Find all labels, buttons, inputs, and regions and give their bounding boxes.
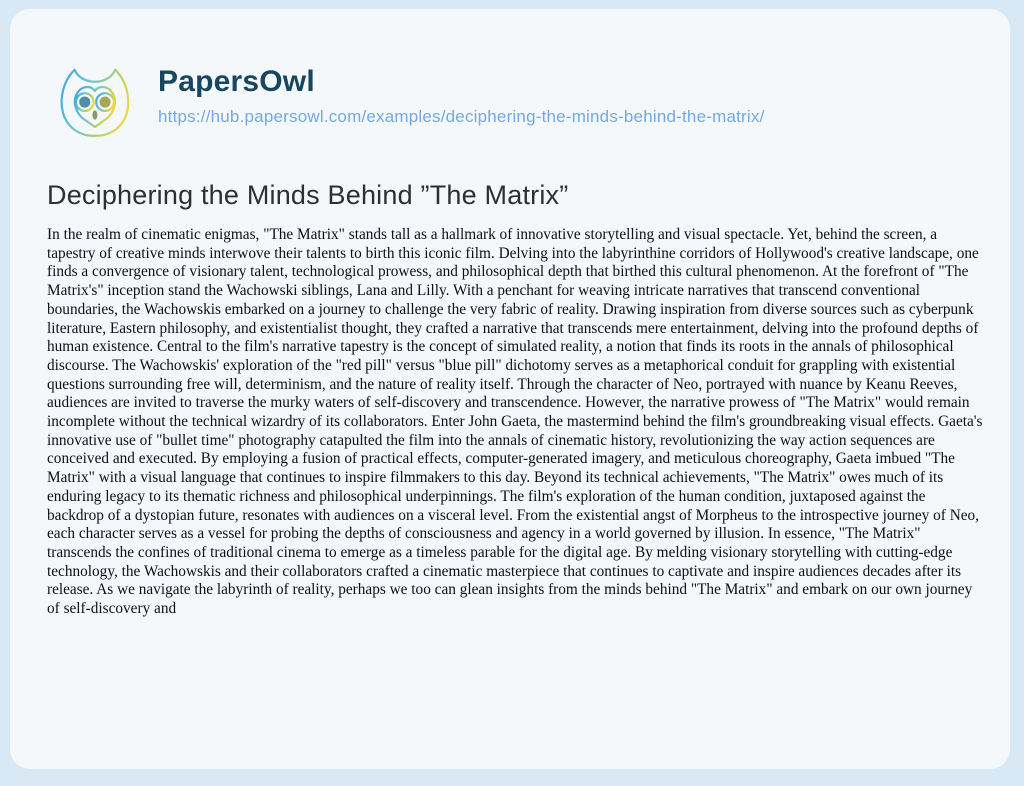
article-title: Deciphering the Minds Behind ”The Matrix” xyxy=(47,180,569,210)
owl-icon xyxy=(46,55,142,151)
content-card xyxy=(10,9,1010,769)
header-text-block xyxy=(158,55,765,127)
article-body: In the realm of cinematic enigmas, "The Matrix" stands tall as a hallmark of innovative storytelling and visual spectacle. Yet, behind the screen, a tapestry of creative minds interwove their talents to birth this iconic film. Delving into the labyrinthine corridors of Hollywood's creative landscape, one finds a convergence of visionary talent, technological prowess, and philosophical depth that birthed this cultural phenomenon. At the forefront of "The Matrix's" inception stand the Wachowski siblings, Lana and Lilly. With a penchant for weaving intricate narratives that transcend conventional boundaries, the Wachowskis embarked on a journey to challenge the very fabric of reality. Drawing inspiration from diverse sources such as cyberpunk literature, Eastern philosophy, and existentialist thought, they crafted a narrative that transcends mere entertainment, delving into the profound depths of human existence. Central to the film's narrative tapestry is the concept of simulated reality, a notion that finds its roots in the annals of philosophical discourse. The Wachowskis' exploration of the "red pill" versus "blue pill" dichotomy serves as a metaphorical conduit for grappling with existential questions surrounding free will, determinism, and the nature of reality itself. Through the character of Neo, portrayed with nuance by Keanu Reeves, audiences are invited to traverse the murky waters of self-discovery and transcendence. However, the narrative prowess of "The Matrix" would remain incomplete without the technical wizardry of its collaborators. Enter John Gaeta, the mastermind behind the film's groundbreaking visual effects. Gaeta's innovative use of "bullet time" photography catapulted the film into the annals of cinematic history, revolutionizing the way action sequences are conceived and executed. By employing a fusion of practical effects, computer-generated imagery, and meticulous choreography, Gaeta imbued "The Matrix" with a visual language that continues to inspire filmmakers to this day. Beyond its technical achievements, "The Matrix" owes much of its enduring legacy to its thematic richness and philosophical underpinnings. The film's exploration of the human condition, juxtaposed against the backdrop of a dystopian future, resonates with audiences on a visceral level. From the existential angst of Morpheus to the introspective journey of Neo, each character serves as a vessel for probing the depths of consciousness and agency in a world governed by illusion. In essence, "The Matrix" transcends the confines of traditional cinema to emerge as a timeless parable for the digital age. By melding visionary storytelling with cutting-edge technology, the Wachowskis and their collaborators crafted a cinematic masterpiece that continues to captivate and inspire audiences decades after its release. As we navigate the labyrinth of reality, perhaps we too can glean insights from the minds behind "The Matrix" and embark on our own journey of self-discovery and xyxy=(47,226,983,618)
page-url[interactable]: https://hub.papersowl.com/examples/deciphering-the-minds-behind-the-matrix/ xyxy=(158,107,765,126)
site-header xyxy=(46,55,765,151)
brand-name: PapersOwl xyxy=(158,65,315,98)
